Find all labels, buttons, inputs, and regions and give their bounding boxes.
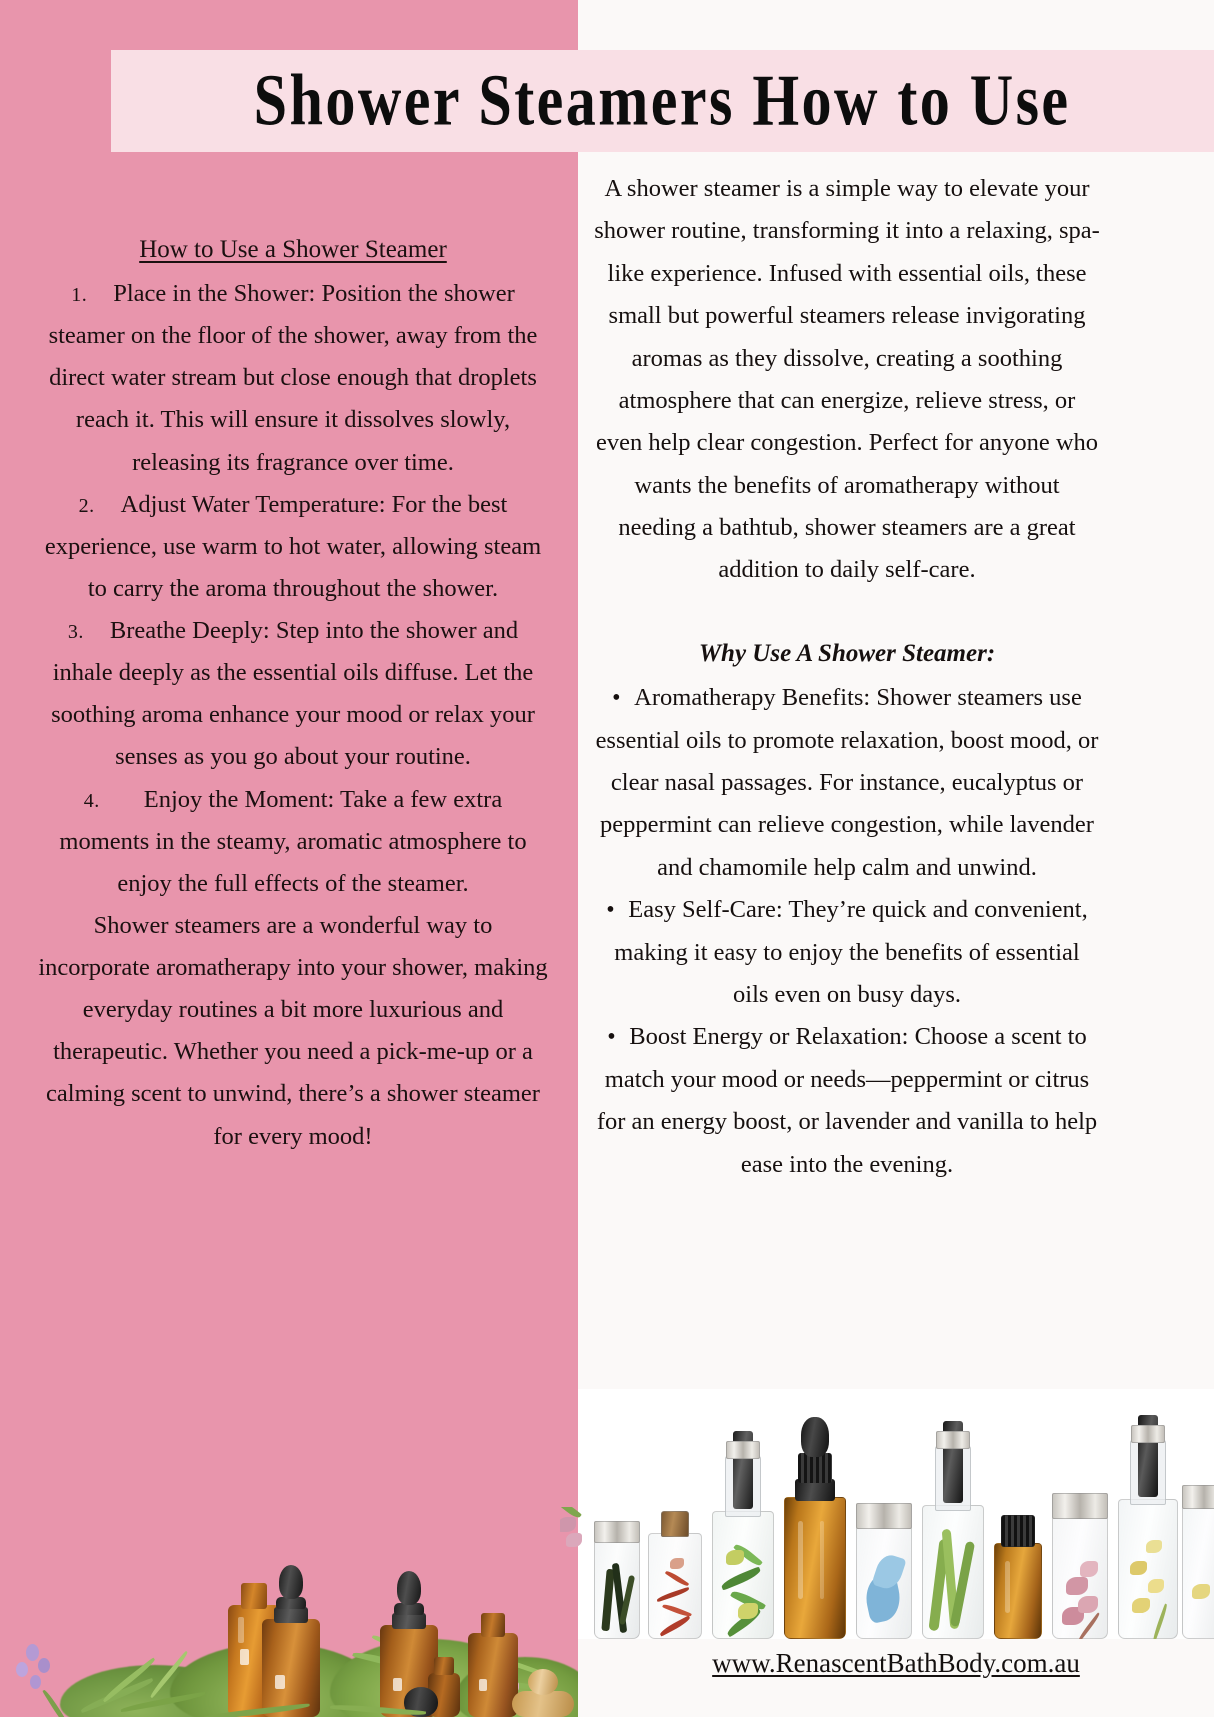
list-item bbox=[594, 889, 1100, 1016]
wooden-dropper bbox=[512, 1663, 574, 1717]
botanical-dropper-bottle bbox=[922, 1407, 984, 1639]
page-title: Shower Steamers How to Use bbox=[254, 60, 1071, 142]
botanical-jar bbox=[648, 1509, 702, 1639]
bullet-text: Easy Self-Care: They’re quick and convenient, making it easy to enjoy the benefits of essential oils even on busy days. bbox=[614, 896, 1088, 1008]
step-text: Enjoy the Moment: Take a few extra moments in the steamy, aromatic atmosphere to enjoy the full effects of the steamer. bbox=[59, 785, 527, 897]
botanical-jar bbox=[1182, 1479, 1214, 1639]
list-item bbox=[38, 779, 548, 905]
blossom-accent bbox=[560, 1507, 590, 1567]
step-number: 3. bbox=[67, 621, 84, 643]
botanical-dropper-bottle bbox=[1118, 1403, 1178, 1639]
bullet-icon: • bbox=[607, 1024, 616, 1051]
list-item bbox=[38, 273, 548, 484]
step-number: 2. bbox=[78, 494, 95, 517]
botanical-jar bbox=[856, 1499, 912, 1639]
how-to-steps-list bbox=[38, 273, 548, 905]
bullet-icon: • bbox=[612, 685, 621, 711]
step-number: 1. bbox=[71, 284, 88, 306]
amber-dropper-bottle bbox=[784, 1417, 846, 1639]
benefits-bullet-list bbox=[594, 677, 1100, 1186]
left-column-content bbox=[38, 228, 548, 1158]
list-item bbox=[38, 610, 548, 779]
left-closing-paragraph: Shower steamers are a wonderful way to incorporate aromatherapy into your shower, making everyday routines a bit more luxurious and therapeutic. Whether you need a pick-me-up or a calming scent to unwind, there’s a shower steamer for every mood! bbox=[38, 911, 548, 1150]
website-url-text: www.RenascentBathBody.com.au bbox=[712, 1648, 1080, 1678]
bullet-text: Aromatherapy Benefits: Shower steamers use essential oils to promote relaxation, boost mood, or clear nasal passages. For instance, eucalyptus or peppermint can relieve congestion, while lavender and chamomile help calm and unwind. bbox=[595, 684, 1099, 881]
list-item bbox=[594, 677, 1100, 889]
bullet-text: Boost Energy or Relaxation: Choose a scent to match your mood or needs—peppermint or citrus for an energy boost, or lavender and vanilla to help ease into the evening. bbox=[596, 1023, 1098, 1178]
step-text: Breathe Deeply: Step into the shower and inhale deeply as the essential oils diffuse. Let the soothing aroma enhance your mood or relax your senses as you go about your routine. bbox=[51, 617, 535, 771]
oil-bottle bbox=[468, 1609, 518, 1717]
step-number: 4. bbox=[83, 789, 100, 812]
right-column-content bbox=[594, 168, 1100, 1186]
left-column-heading-wrap bbox=[38, 228, 548, 273]
right-botanical-bottles-photo bbox=[578, 1389, 1214, 1639]
botanical-dropper-bottle bbox=[712, 1414, 774, 1639]
website-url[interactable] bbox=[578, 1648, 1214, 1679]
oil-dropper-bottle bbox=[262, 1567, 320, 1717]
botanical-jar bbox=[1052, 1489, 1108, 1639]
intro-paragraph: A shower steamer is a simple way to elevate your shower routine, transforming it into a relaxing, spa-like experience. Infused with essential oils, these small but powerful steamers release invigorating aromas as they dissolve, creating a soothing atmosphere that can energize, relieve stress, or even help clear congestion. Perfect for anyone who wants the benefits of aromatherapy without needing a bathtub, shower steamers are a great addition to daily self-care. bbox=[594, 175, 1100, 584]
list-item bbox=[38, 484, 548, 610]
bullet-icon: • bbox=[606, 897, 615, 924]
list-item bbox=[594, 1016, 1100, 1186]
step-text: Place in the Shower: Position the shower steamer on the floor of the shower, away from the direct water stream but close enough that droplets reach it. This will ensure it dissolves slowly, releasing its fragrance over time. bbox=[48, 280, 538, 476]
left-column-heading: How to Use a Shower Steamer bbox=[139, 236, 447, 263]
amber-vial bbox=[994, 1515, 1042, 1639]
left-essential-oil-photo bbox=[0, 1457, 578, 1717]
botanical-jar bbox=[594, 1521, 640, 1639]
why-use-heading: Why Use A Shower Steamer: bbox=[698, 639, 996, 667]
title-banner bbox=[111, 50, 1214, 152]
step-text: Adjust Water Temperature: For the best experience, use warm to hot water, allowing steam to carry the aroma throughout the shower. bbox=[44, 490, 542, 602]
